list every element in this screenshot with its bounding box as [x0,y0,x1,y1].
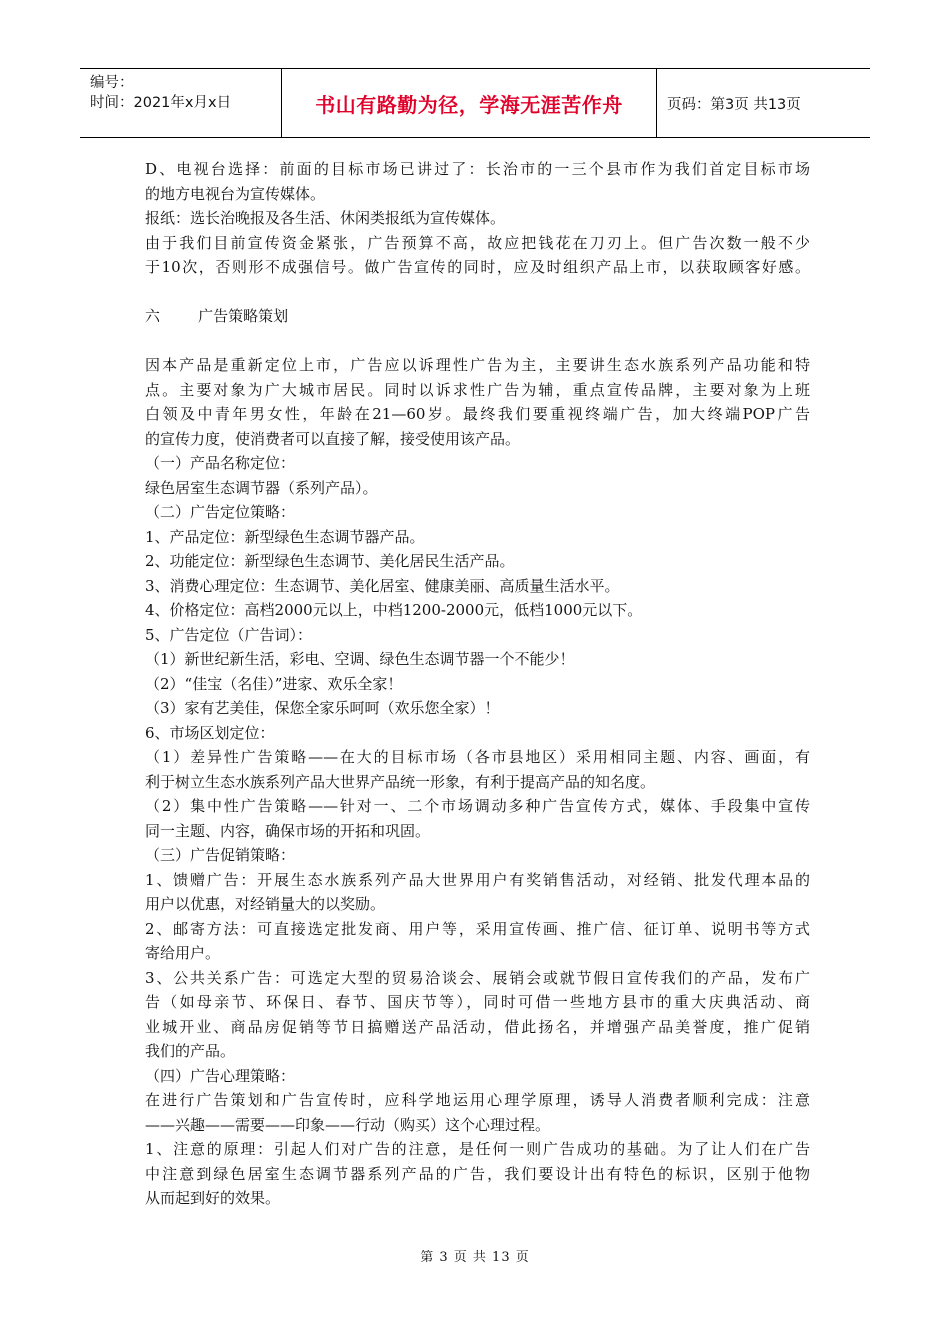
list-item: 6、市场区划定位： [145,723,275,742]
list-item: 2、邮寄方法：可直接选定批发商、用户等，采用宣传画、推广信、征订单、说明书等方式 [145,919,810,938]
paragraph: 绿色居室生态调节器（系列产品）。 [145,478,378,497]
list-item: （1）差异性广告策略——在大的目标市场（各市县地区）采用相同主题、内容、画面，有 [145,748,810,766]
paragraph: ——兴趣——需要——印象——行动（购买）这个心理过程。 [145,1115,551,1134]
list-item: 3、公共关系广告：可选定大型的贸易洽谈会、展销会或就节假日宣传我们的产品，发布广 [145,968,810,987]
paragraph: 的宣传力度，使消费者可以直接了解，接受使用该产品。 [145,429,521,448]
list-item: 3、消费心理定位：生态调节、美化居室、健康美丽、高质量生活水平。 [145,576,620,595]
paragraph: 于10次，否则形不成强信号。做广告宣传的同时，应及时组织产品上市，以获取顾客好感。 [145,258,810,276]
paragraph: 由于我们目前宣传资金紧张，广告预算不高，故应把钱花在刀刃上。但广告次数一般不少 [145,233,810,252]
list-item: 从而起到好的效果。 [145,1189,281,1207]
paragraph: 因本产品是重新定位上市，广告应以诉理性广告为主，主要讲生态水族系列产品功能和特 [145,356,810,374]
serial-label: 编号： [90,75,134,91]
list-item: （1）新世纪新生活，彩电、空调、绿色生态调节器一个不能少！ [145,650,575,668]
time-label: 时间：2021年x月x日 [90,95,232,111]
list-item: （2）集中性广告策略——针对一、二个市场调动多种广告宣传方式，媒体、手段集中宣传 [145,797,810,815]
paragraph: 白领及中青年男女性，年龄在21—60岁。最终我们要重视终端广告，加大终端POP广告 [145,405,810,423]
subheading: （一）产品名称定位： [145,454,296,472]
list-item: 5、广告定位（广告词）： [145,625,313,644]
header-meta [80,69,282,137]
list-item: 用户以优惠，对经销量大的以奖励。 [145,895,386,913]
paragraph: 在进行广告策划和广告宣传时，应科学地运用心理学原理，诱导人消费者顺利完成：注意 [145,1091,810,1109]
section-heading: 六 广告策略策划 [145,307,289,325]
paragraph: 报纸：选长治晚报及各生活、休闲类报纸为宣传媒体。 [145,209,506,227]
list-item: 同一主题、内容，确保市场的开拓和巩固。 [145,821,431,840]
subheading: （三）广告促销策略： [145,846,296,864]
list-item: 我们的产品。 [145,1042,236,1060]
subheading: （四）广告心理策略： [145,1066,296,1085]
page-footer: 第 3 页 共 13 页 [420,1250,530,1265]
paragraph: 点。主要对象为广大城市居民。同时以诉求性广告为辅，重点宣传品牌，主要对象为上班 [145,380,810,399]
list-item: 1、注意的原理：引起人们对广告的注意，是任何一则广告成功的基础。为了让人们在广告 [145,1140,810,1158]
subheading: （二）广告定位策略： [145,503,296,521]
header-page-info: 页码：第3页 共13页 [667,96,801,113]
list-item: 2、功能定位：新型绿色生态调节、美化居民生活产品。 [145,552,515,570]
list-item: 中注意到绿色居室生态调节器系列产品的广告，我们要设计出有特色的标识，区别于他物 [145,1164,810,1183]
list-item: 业城开业、商品房促销等节日搞赠送产品活动，借此扬名，并增强产品美誉度，推广促销 [145,1017,810,1036]
list-item: 1、馈赠广告：开展生态水族系列产品大世界用户有奖销售活动，对经销、批发代理本品的 [145,870,810,889]
list-item: （2）“佳宝（名佳）”进家、欢乐全家！ [145,674,403,693]
list-item: 寄给用户。 [145,944,221,962]
document-body [145,157,810,1211]
list-item: 4、价格定位：高档2000元以上，中档1200-2000元，低档1000元以下。 [145,601,643,619]
document-header [80,68,870,138]
list-item: 利于树立生态水族系列产品大世界产品统一形象，有利于提高产品的知名度。 [145,772,656,791]
paragraph: D、电视台选择：前面的目标市场已讲过了：长治市的一三个县市作为我们首定目标市场 [145,160,810,178]
paragraph: 的地方电视台为宣传媒体。 [145,184,326,203]
list-item: 1、产品定位：新型绿色生态调节器产品。 [145,527,425,546]
header-motto: 书山有路勤为径，学海无涯苦作舟 [282,69,657,137]
list-item: （3）家有艺美佳，保您全家乐呵呵（欢乐您全家）！ [145,699,500,717]
list-item: 告（如母亲节、环保日、春节、国庆节等），同时可借一些地方县市的重大庆典活动、商 [145,993,810,1011]
